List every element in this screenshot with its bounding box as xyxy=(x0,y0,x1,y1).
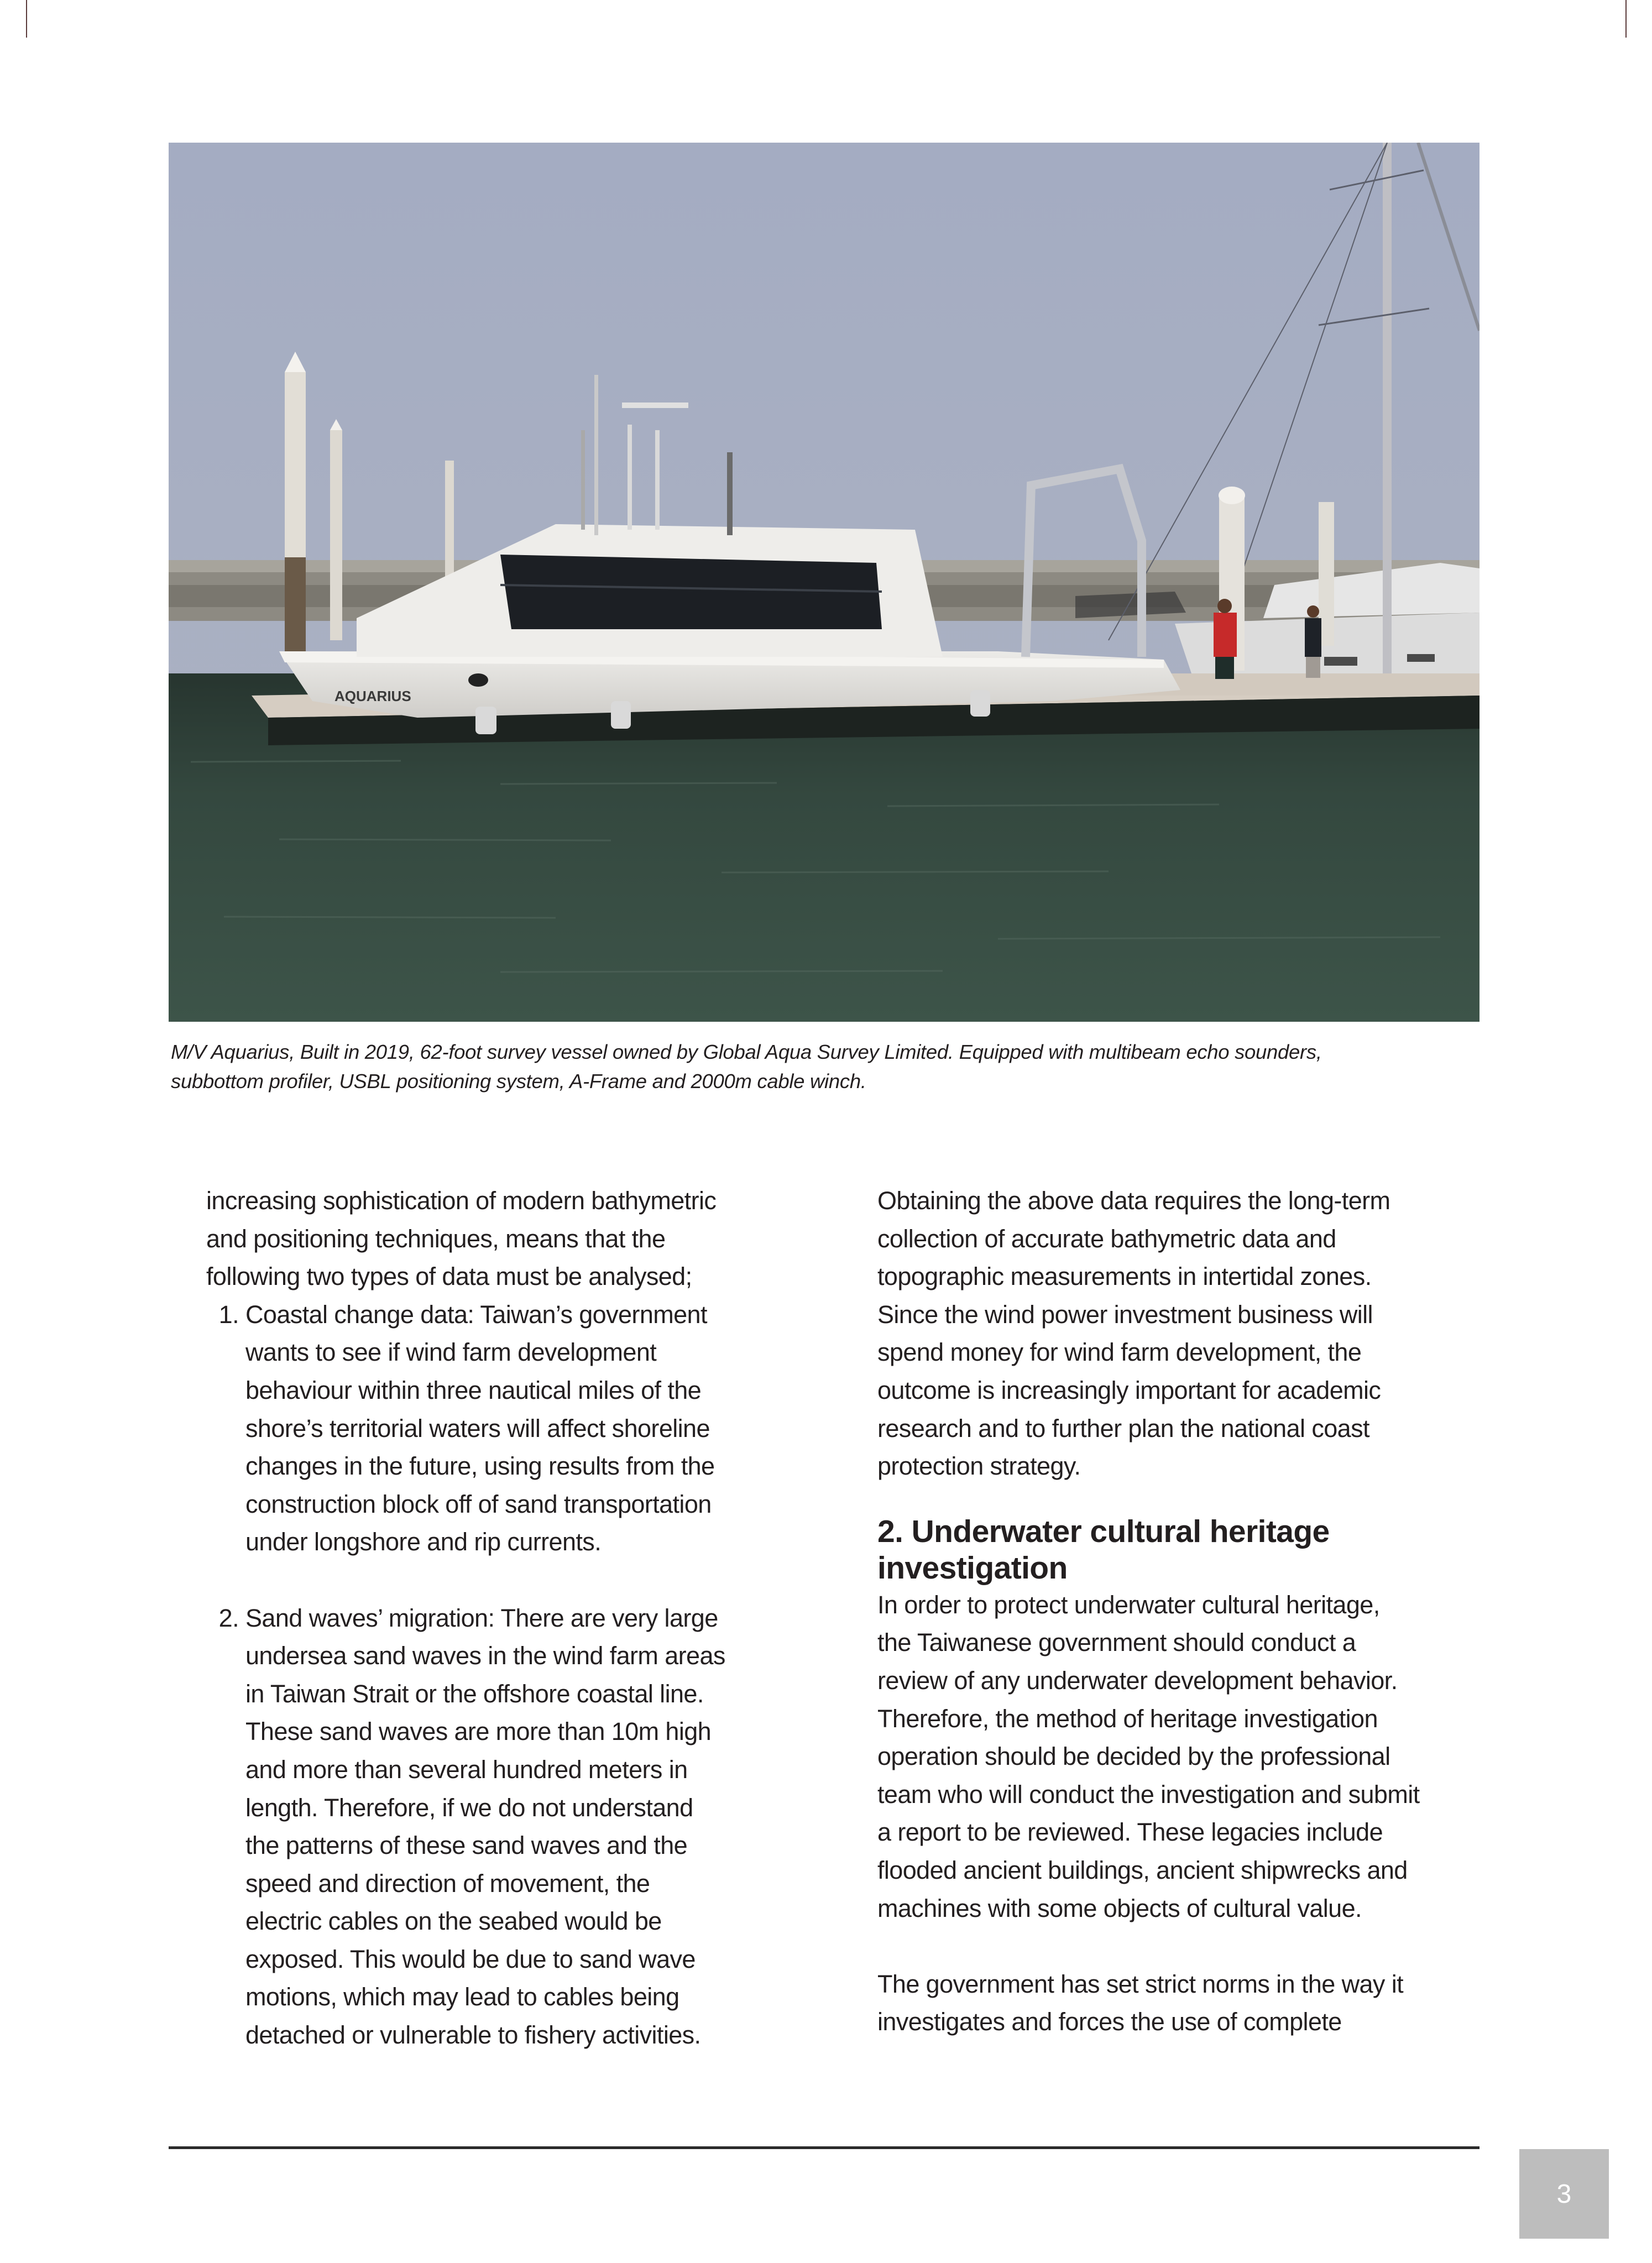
right-column xyxy=(877,1182,1502,2041)
list-line: detached or vulnerable to fishery activities. xyxy=(245,2021,701,2050)
body-line: collection of accurate bathymetric data and xyxy=(877,1224,1336,1253)
list-line: construction block off of sand transportation xyxy=(245,1489,712,1518)
list-line: Sand waves’ migration: There are very large xyxy=(245,1603,718,1632)
list-line: length. Therefore, if we do not understand xyxy=(245,1793,693,1822)
caption-line: subbottom profiler, USBL positioning system, A-Frame and 2000m cable winch. xyxy=(171,1070,866,1093)
body-line: flooded ancient buildings, ancient shipwrecks and xyxy=(877,1856,1408,1884)
section-heading xyxy=(877,1513,1502,1586)
caption-line: M/V Aquarius, Built in 2019, 62-foot survey vessel owned by Global Aqua Survey Limited. Equipped with multibeam echo sounders, xyxy=(171,1041,1322,1063)
list-line: undersea sand waves in the wind farm areas xyxy=(245,1642,725,1670)
body-line: Obtaining the above data requires the long-term xyxy=(877,1187,1390,1215)
list-line: These sand waves are more than 10m high xyxy=(245,1717,712,1746)
body-line: the Taiwanese government should conduct a xyxy=(877,1628,1356,1657)
list-line: shore’s territorial waters will affect shoreline xyxy=(245,1414,710,1443)
body-line: The government has set strict norms in the way it xyxy=(877,1969,1403,1998)
body-line: and positioning techniques, means that the xyxy=(206,1224,666,1253)
body-line: In order to protect underwater cultural heritage, xyxy=(877,1590,1380,1619)
hull-name: AQUARIUS xyxy=(334,688,411,704)
list-item-sand-waves xyxy=(206,1600,814,2055)
crop-mark-left xyxy=(26,0,27,38)
figure-caption xyxy=(171,1037,1487,1096)
footer-rule xyxy=(169,2146,1480,2149)
list-line: wants to see if wind farm development xyxy=(245,1338,657,1367)
left-column xyxy=(206,1182,814,2055)
body-line: protection strategy. xyxy=(877,1452,1081,1481)
body-line: investigates and forces the use of complete xyxy=(877,2008,1342,2036)
list-line: Coastal change data: Taiwan’s government xyxy=(245,1300,707,1329)
heading-line: investigation xyxy=(877,1550,1068,1586)
body-line: topographic measurements in intertidal zones. xyxy=(877,1262,1372,1291)
body-line: team who will conduct the investigation and submit xyxy=(877,1780,1420,1809)
list-item-coastal-change xyxy=(206,1296,814,1561)
body-line: outcome is increasingly important for academic xyxy=(877,1376,1381,1404)
list-line: electric cables on the seabed would be xyxy=(245,1907,662,1936)
heading-line: 2. Underwater cultural heritage xyxy=(877,1513,1330,1549)
paragraph-government-norms xyxy=(877,1966,1502,2041)
body-line: Therefore, the method of heritage investigation xyxy=(877,1704,1378,1733)
list-line: under longshore and rip currents. xyxy=(245,1528,602,1556)
list-line: behaviour within three nautical miles of the xyxy=(245,1376,702,1404)
list-line: in Taiwan Strait or the offshore coastal line. xyxy=(245,1679,704,1708)
paragraph-heritage-review xyxy=(877,1586,1502,1927)
vessel-photo-illustration xyxy=(169,143,1480,1022)
body-line: spend money for wind farm development, the xyxy=(877,1338,1362,1367)
list-line: motions, which may lead to cables being xyxy=(245,1983,679,2011)
vessel-photo xyxy=(169,143,1480,1022)
body-line: machines with some objects of cultural value. xyxy=(877,1894,1362,1922)
body-line: Since the wind power investment business will xyxy=(877,1300,1373,1329)
body-line: research and to further plan the national coast xyxy=(877,1414,1369,1443)
list-number: 2. xyxy=(218,1603,239,1632)
list-line: changes in the future, using results from the xyxy=(245,1452,715,1481)
list-line: exposed. This would be due to sand wave xyxy=(245,1945,696,1973)
list-line: the patterns of these sand waves and the xyxy=(245,1831,688,1860)
page-number: 3 xyxy=(1556,2179,1572,2209)
paragraph-data-collection xyxy=(877,1182,1502,1486)
body-line: increasing sophistication of modern bathymetric xyxy=(206,1187,717,1215)
list-line: speed and direction of movement, the xyxy=(245,1869,650,1898)
body-line: a report to be reviewed. These legacies include xyxy=(877,1818,1383,1847)
crop-mark-right xyxy=(1625,0,1627,38)
body-line: following two types of data must be analysed; xyxy=(206,1262,692,1291)
list-line: and more than several hundred meters in xyxy=(245,1755,688,1784)
body-line: operation should be decided by the professional xyxy=(877,1742,1390,1771)
page-number-box xyxy=(1519,2149,1609,2239)
list-number: 1. xyxy=(218,1300,239,1329)
body-line: review of any underwater development behavior. xyxy=(877,1666,1398,1695)
